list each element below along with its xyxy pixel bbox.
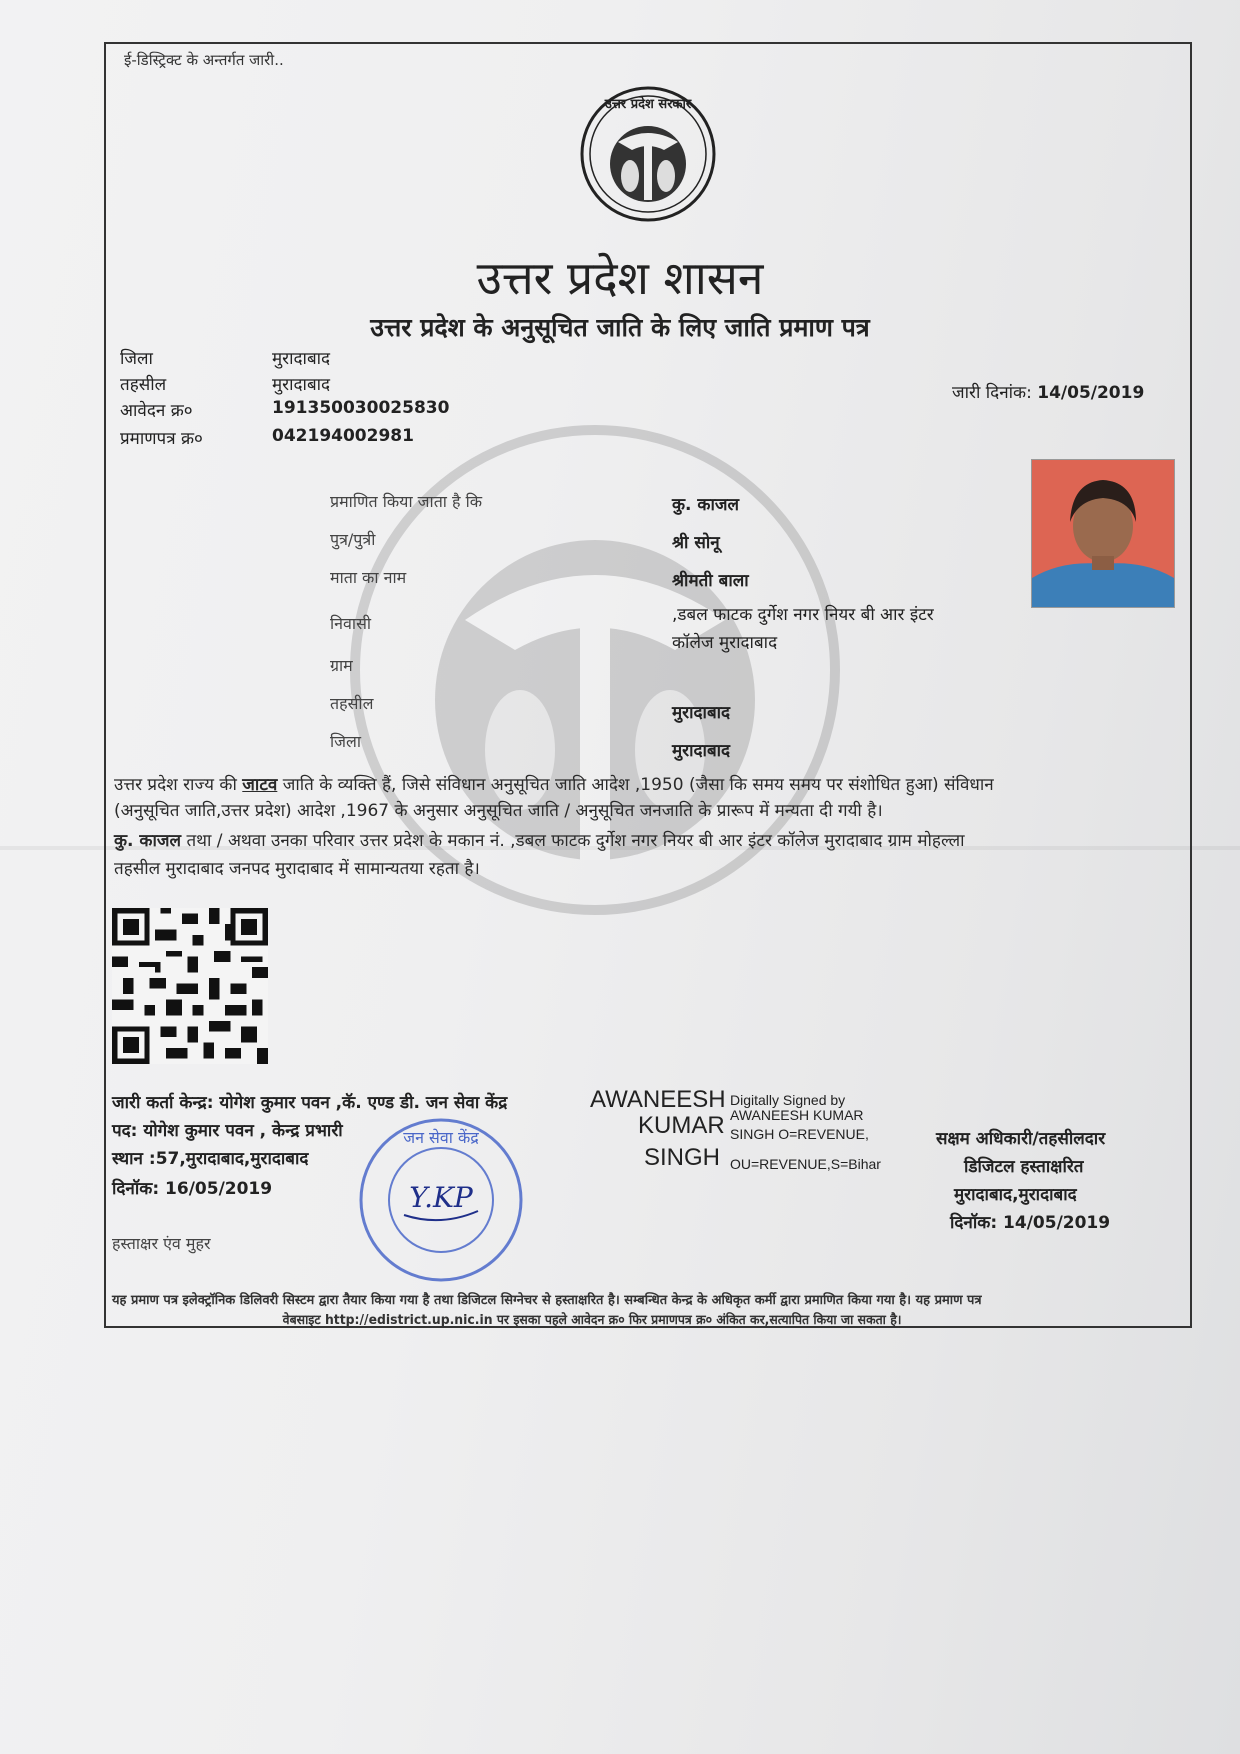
meta-tehsil-value: मुरादाबाद xyxy=(272,375,331,395)
digital-sign-detail-4: OU=REVENUE,S=Bihar xyxy=(730,1156,881,1172)
body-p1-b: जाति के व्यक्ति हैं, जिसे संविधान अनुसूचित जाति आदेश ,1950 (जैसा कि समय समय पर संशोधित हुआ) संविधान xyxy=(277,775,994,795)
qr-code xyxy=(112,908,268,1064)
field-child-of-label: पुत्र/पुत्री xyxy=(330,530,376,549)
page-title: उत्तर प्रदेश शासन xyxy=(476,251,764,305)
body-paragraph-2-line-2: तहसील मुरादाबाद जनपद मुरादाबाद में सामान्यतया रहता है। xyxy=(114,859,480,879)
field-district-label: जिला xyxy=(330,732,362,751)
meta-district-label: जिला xyxy=(120,349,153,369)
applicant-photo xyxy=(1031,459,1175,608)
meta-tehsil-label: तहसील xyxy=(120,375,167,395)
meta-application-value: 191350030025830 xyxy=(272,398,450,418)
authority-line-2: डिजिटल हस्ताक्षरित xyxy=(964,1157,1084,1177)
field-resident-label: निवासी xyxy=(330,614,372,633)
issuer-date-value: 16/05/2019 xyxy=(165,1179,273,1199)
body-p1-a: उत्तर प्रदेश राज्य की xyxy=(114,775,243,795)
digital-sign-name-3: SINGH xyxy=(644,1144,721,1171)
field-certified-label: प्रमाणित किया जाता है कि xyxy=(330,492,483,511)
field-district-value: मुरादाबाद xyxy=(672,741,731,761)
stamp-signature: Y.KP xyxy=(409,1181,473,1214)
issuer-post: पद: योगेश कुमार पवन , केन्द्र प्रभारी xyxy=(112,1121,343,1141)
emblem-text: उत्तर प्रदेश सरकार xyxy=(604,97,692,112)
digital-sign-detail-3: SINGH O=REVENUE, xyxy=(730,1126,869,1142)
authority-date-label: दिनॉक: xyxy=(950,1213,998,1233)
meta-certificate-label: प्रमाणपत्र क्र० xyxy=(120,429,203,449)
center-stamp xyxy=(356,1115,526,1285)
field-resident-value-line2: कॉलेज मुरादाबाद xyxy=(672,633,778,653)
field-village-label: ग्राम xyxy=(330,656,353,675)
issuer-date xyxy=(112,1176,272,1199)
sign-seal-label: हस्ताक्षर एंव मुहर xyxy=(112,1234,211,1253)
stamp-text: जन सेवा केंद्र xyxy=(403,1128,479,1147)
authority-date-value: 14/05/2019 xyxy=(1003,1213,1111,1233)
field-certified-value: कु. काजल xyxy=(672,495,740,515)
body-paragraph-2-line-1 xyxy=(114,828,965,851)
issuer-center: जारी कर्ता केन्द्र: योगेश कुमार पवन ,कॅ. एण्ड डी. जन सेवा केंद्र xyxy=(112,1093,508,1113)
digital-sign-detail-1: Digitally Signed by xyxy=(730,1092,846,1108)
body-paragraph-1-line-1 xyxy=(114,772,994,795)
authority-line-1: सक्षम अधिकारी/तहसीलदार xyxy=(936,1129,1106,1149)
digital-sign-name-1: AWANEESH xyxy=(590,1086,726,1113)
body-p2-a: तथा / अथवा उनका परिवार उत्तर प्रदेश के मकान नं. ,डबल फाटक दुर्गेश नगर नियर बी आर इंटर कॉलेज मुरादाबाद ग्राम मोहल्ला xyxy=(181,831,965,851)
digital-sign-detail-2: AWANEESH KUMAR xyxy=(730,1107,864,1123)
field-tehsil-value: मुरादाबाद xyxy=(672,703,731,723)
meta-district-value: मुरादाबाद xyxy=(272,349,331,369)
meta-certificate-value: 042194002981 xyxy=(272,426,414,446)
up-government-emblem xyxy=(578,84,718,224)
footer-line-1: यह प्रमाण पत्र इलेक्ट्रॉनिक डिलिवरी सिस्टम द्वारा तैयार किया गया है तथा डिजिटल सिग्नेचर से हस्ताक्षरित है। सम्बन्धित केन्द्र के अधिकृत कर्मी द्वारा प्रमाणित किया गया है। यह प्रमाण पत्र xyxy=(112,1293,982,1308)
issue-date-label: जारी दिनांक: xyxy=(952,383,1032,403)
issue-date-value: 14/05/2019 xyxy=(1037,383,1145,403)
body-paragraph-1-line-2: (अनुसूचित जाति,उत्तर प्रदेश) आदेश ,1967 के अनुसार अनुसूचित जाति / अनुसूचित जनजाति के प्रारूप में मन्यता दी गयी है। xyxy=(114,801,883,821)
issuer-place: स्थान :57,मुरादाबाद,मुरादाबाद xyxy=(112,1149,309,1169)
header-note: ई-डिस्ट्रिक्ट के अन्तर्गत जारी.. xyxy=(124,51,284,69)
footer-line-2: वेबसाइट http://edistrict.up.nic.in पर इसका पहले आवेदन क्र० फिर प्रमाणपत्र क्र० अंकित कर,सत्यापित किया जा सकता है। xyxy=(282,1313,902,1328)
digital-sign-name-2: KUMAR xyxy=(638,1112,725,1139)
field-mother-value: श्रीमती बाला xyxy=(672,571,749,591)
meta-application-label: आवेदन क्र० xyxy=(120,401,193,421)
field-mother-label: माता का नाम xyxy=(330,568,407,587)
authority-date xyxy=(950,1210,1110,1233)
body-p2-name: कु. काजल xyxy=(114,831,182,851)
issuer-date-label: दिनॉक: xyxy=(112,1179,160,1199)
field-resident-value-line1: ,डबल फाटक दुर्गेश नगर नियर बी आर इंटर xyxy=(672,605,934,625)
field-child-of-value: श्री सोनू xyxy=(672,533,720,553)
issue-date xyxy=(952,380,1144,403)
page-subtitle: उत्तर प्रदेश के अनुसूचित जाति के लिए जाति प्रमाण पत्र xyxy=(370,313,870,342)
authority-line-3: मुरादाबाद,मुरादाबाद xyxy=(954,1185,1077,1205)
caste-name: जाटव xyxy=(242,775,278,795)
field-tehsil-label: तहसील xyxy=(330,694,374,713)
